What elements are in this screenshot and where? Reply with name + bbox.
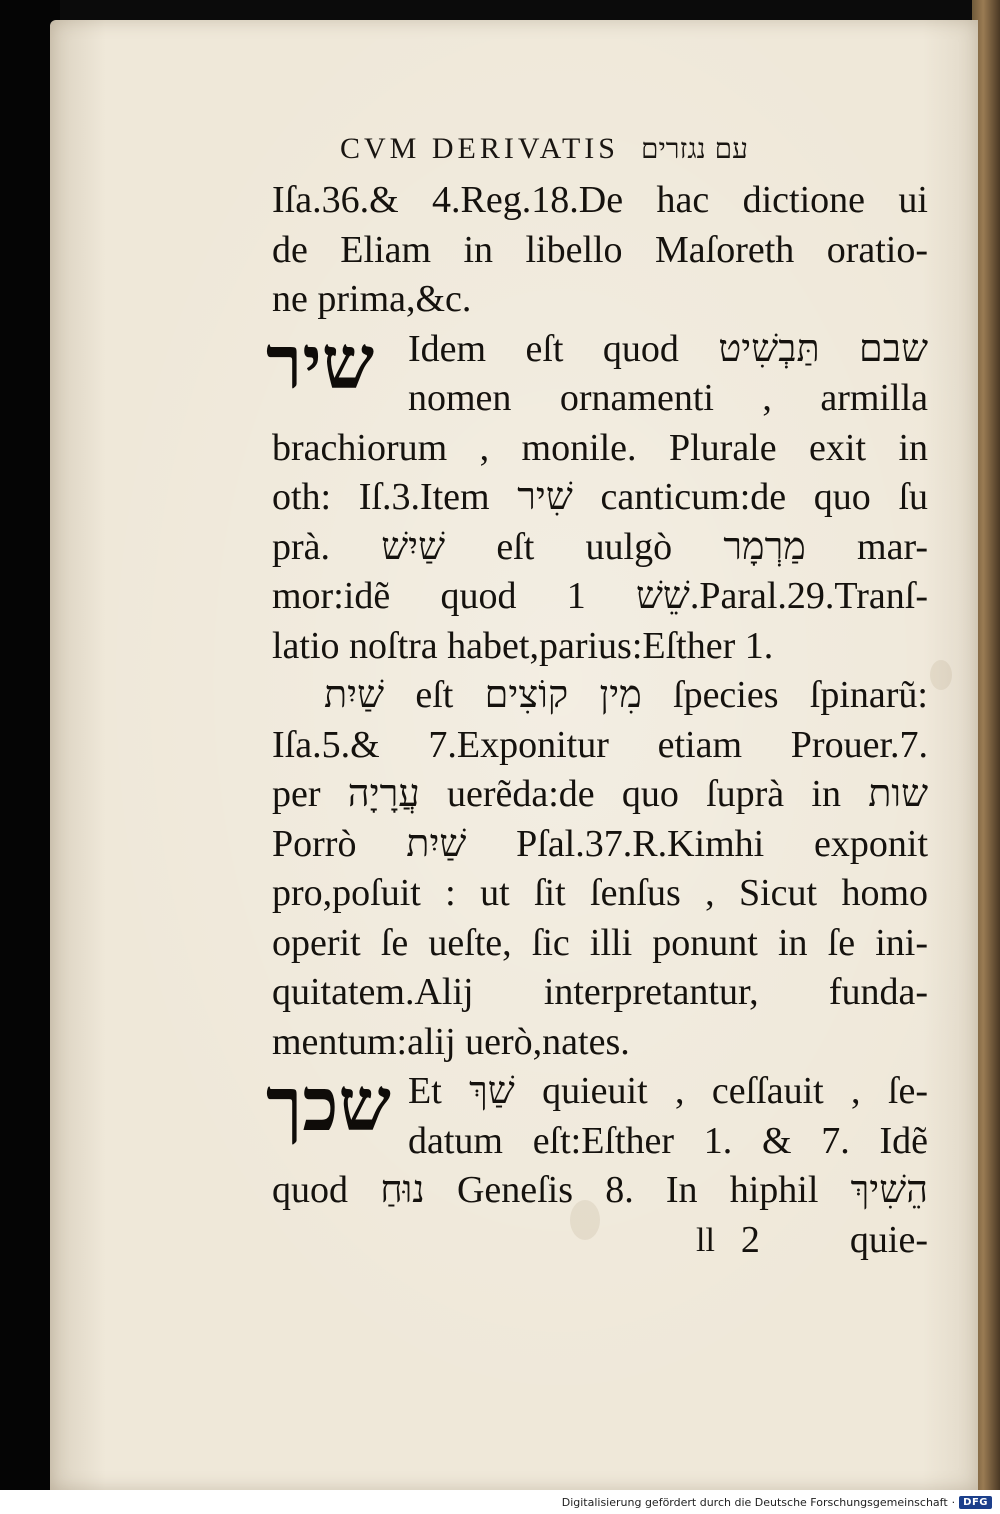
text-line: Iſa.36.& 4.Reg.18.De hac dictione ui xyxy=(272,179,928,221)
text-line: Idem eſt quod שבם תַּבְשִׁיט xyxy=(408,327,928,370)
signature-mark: ll xyxy=(696,1221,715,1259)
text-line: שַׁיִת eſt מִין קוֹצִים ſpecies ſpinarũ: xyxy=(324,674,928,716)
dictionary-entry-shir xyxy=(266,319,932,1068)
entry-headword: שיר xyxy=(266,319,375,406)
text-line: prà. שַׁיִשׁ eſt uulgò מַרְמָר mar- xyxy=(272,525,928,568)
text-line: nomen ornamenti , armilla xyxy=(408,377,928,419)
text-line: operit ſe ueſte, ſic illi ponunt in ſe ini- xyxy=(272,921,928,964)
text-line: brachiorum , monile. Plurale exit in xyxy=(272,426,928,469)
book-page xyxy=(50,20,978,1490)
page-text-block xyxy=(266,132,932,1265)
running-head-latin: CVM DERIVATIS xyxy=(340,132,619,165)
text-line: Iſa.5.& 7.Exponitur etiam Prouer.7. xyxy=(272,723,928,766)
text-line: de Eliam in libello Maſoreth oratio- xyxy=(272,228,928,271)
text-line: ne prima,&c. xyxy=(272,278,472,320)
text-line: per עֲרָיָה uerẽda:de quo ſuprà in שות xyxy=(272,773,928,815)
signature-catchword-line xyxy=(272,1216,928,1266)
running-head xyxy=(340,132,932,176)
text-line: pro,poſuit : ut ſit ſenſus , Sicut homo xyxy=(272,872,928,914)
entry-headword: שכך xyxy=(266,1062,391,1148)
digitization-credit: Digitalisierung gefördert durch die Deutsche Forschungsgemeinschaft xyxy=(561,1495,948,1509)
text-line: quod נוּחַ Geneſis 8. In hiphil הֵשִׁיךְ xyxy=(272,1169,928,1211)
text-line: mentum:alij uerò,nates. xyxy=(272,1020,630,1063)
running-head-hebrew: עם נגזרים xyxy=(640,132,748,165)
paragraph-continuation xyxy=(272,176,932,325)
text-line: mor:idẽ quod שֵׁשׁ 1.Paral.29.Tranſ- xyxy=(272,575,928,617)
digitization-credit-bar xyxy=(0,1490,1000,1514)
text-line: datum eſt:Eſther 1. & 7. Idẽ xyxy=(408,1119,928,1162)
text-line: latio noſtra habet,parius:Eſther 1. xyxy=(272,624,774,667)
text-line: Et שַׁךְ quieuit , ceſſauit , ſe- xyxy=(408,1070,928,1112)
text-line: quitatem.Alij interpretantur, funda- xyxy=(272,971,928,1013)
catchword: quie- xyxy=(849,1218,928,1261)
separator: · xyxy=(951,1495,956,1509)
text-line: Porrò שַׁיִת Pſal.37.R.Kimhi exponit xyxy=(272,822,928,865)
top-shadow xyxy=(60,0,1000,20)
dictionary-entry-shakhakh xyxy=(266,1062,932,1216)
dfg-logo: DFG xyxy=(959,1496,992,1509)
text-line: oth: Iſ.3.Item שִׁיר canticum:de quo ſu xyxy=(272,476,928,518)
paper-stain xyxy=(930,660,952,690)
signature-number: 2 xyxy=(740,1218,760,1261)
